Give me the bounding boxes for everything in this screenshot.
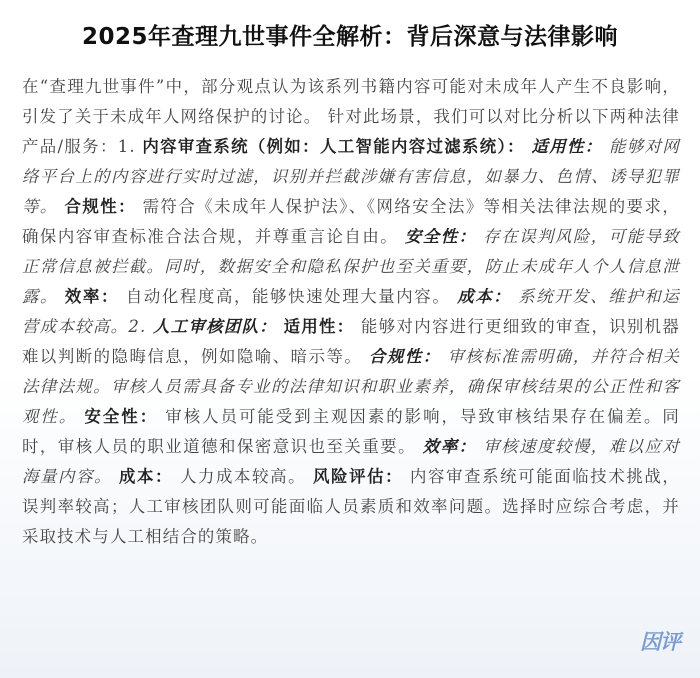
product1-compliance-text: 需符合《未成年人保护法》、《网络安全法》等相关法律法规的要求，确保内容审查标准合法合规，并尊重言论自由。 — [22, 197, 680, 246]
product2-name: 人工审核团队： — [152, 317, 278, 336]
product2-compliance-label: 合规性： — [369, 347, 441, 366]
product2-security-text: 审核人员可能受到主观因素的影响，导致审核结果存在偏差。同时，审核人员的职业道德和保密意识也至关重要。 — [22, 407, 680, 456]
product1-applicability-text: 能够对网络平台上的内容进行实时过滤，识别并拦截涉嫌有害信息，如暴力、色情、诱导犯罪等。 — [22, 137, 680, 216]
product1-applicability-label: 适用性： — [531, 137, 603, 156]
product2-compliance-text: 审核标准需明确，并符合相关法律法规。审核人员需具备专业的法律知识和职业素养，确保审核结果的公正性和客观性。 — [22, 347, 680, 426]
product2-security-label: 安全性： — [84, 407, 159, 426]
product2-number: 2. — [128, 317, 153, 336]
product2-efficiency-text: 审核速度较慢，难以应对海量内容。 — [22, 437, 680, 486]
page-title: 2025年查理九世事件全解析：背后深意与法律影响 — [81, 24, 618, 50]
product2-cost-label: 成本： — [119, 467, 174, 486]
product2-applicability-text: 能够对内容进行更细致的审查，识别机器难以判断的隐晦信息，例如隐喻、暗示等。 — [22, 317, 680, 366]
product1-efficiency-text: 自动化程度高，能够快速处理大量内容。 — [125, 287, 451, 306]
product1-name: 内容审查系统（例如：人工智能内容过滤系统）： — [142, 137, 525, 156]
product2-efficiency-label: 效率： — [422, 437, 477, 456]
intro-text: 在“查理九世事件”中，部分观点认为该系列书籍内容可能对未成年人产生不良影响，引发了关于未成年人网络保护的讨论。 针对此场景，我们可以对比分析以下两种法律产品/服务：1. — [22, 77, 680, 156]
product1-efficiency-label: 效率： — [64, 287, 120, 306]
product1-cost-label: 成本： — [457, 287, 512, 306]
product1-security-text: 存在误判风险，可能导致正常信息被拦截。同时，数据安全和隐私保护也至关重要，防止未成年人个人信息泄露。 — [22, 227, 680, 306]
risk-label: 风险评估： — [313, 467, 404, 486]
product1-cost-text: 系统开发、维护和运营成本较高。 — [22, 287, 680, 336]
product1-compliance-label: 合规性： — [64, 197, 136, 216]
risk-text: 内容审查系统可能面临技术挑战，误判率较高；人工审核团队则可能面临人员素质和效率问题。选择时应综合考虑，并采取技术与人工相结合的策略。 — [22, 467, 680, 546]
product2-cost-text: 人力成本较高。 — [179, 467, 307, 486]
article-body — [22, 72, 680, 552]
product1-security-label: 安全性： — [404, 227, 477, 246]
product2-applicability-label: 适用性： — [283, 317, 355, 336]
brand-logo: 因评 — [640, 630, 680, 654]
